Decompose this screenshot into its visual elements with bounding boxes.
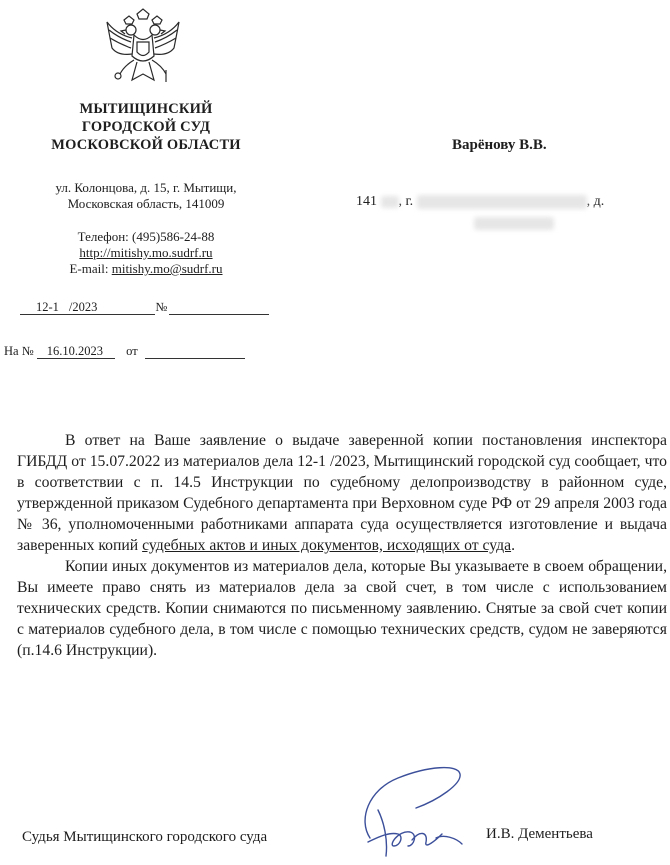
court-address bbox=[20, 180, 272, 212]
signer-name: И.В. Дементьева bbox=[486, 826, 593, 842]
court-email-label: E-mail: bbox=[69, 261, 112, 276]
court-name-line-1: МЫТИЩИНСКИЙ bbox=[79, 101, 213, 117]
coat-of-arms-emblem bbox=[104, 8, 182, 94]
reply-from-word: от bbox=[126, 344, 138, 358]
court-contacts bbox=[20, 229, 272, 277]
court-name-line-2: ГОРОДСКОЙ СУД bbox=[81, 119, 211, 135]
redacted-area bbox=[417, 195, 587, 209]
court-address-line-1: ул. Колонцова, д. 15, г. Мытищи, bbox=[55, 180, 237, 195]
outgoing-date: 12-1 bbox=[36, 300, 59, 314]
underlined-phrase: судебных актов и иных документов, исходящих от суда bbox=[142, 537, 512, 554]
redacted-area bbox=[474, 217, 554, 230]
recipient-name: Варёнову В.В. bbox=[452, 137, 547, 153]
court-name bbox=[20, 100, 272, 154]
letter-paragraph-1: В ответ на Ваше заявление о выдаче заверенной копии постановления инспектора ГИБДД от 15.07.2022 из материалов дела 12-1 /2023, Мытищинский городской суд сообщает, что в соответствии с п. 14.5 Инструкции по судебному делопроизводству в районном суде, утвержденной приказом Судебного департамента при Верховном суде РФ от 29 апреля 2003 года № 36, уполномоченными работниками аппарата суда осуществляется изготовление и выдача заверенных копий судебных актов и иных документов, исходящих от суда. bbox=[17, 432, 667, 554]
letter-body bbox=[17, 430, 667, 661]
letter-paragraph-2: Копии иных документов из материалов дела, которые Вы указываете в своем обращении, Вы имеете право снять из материалов дела за свой счет, в том числе с использованием технических средств. Копии снимаются по письменному заявлению. Снятые за свой счет копии с материалов судебного дела, в том числе с помощью технических средств, судом не заверяются (п.14.6 Инструкции). bbox=[17, 558, 667, 659]
outgoing-year: /2023 bbox=[68, 300, 98, 314]
recipient-address-city: , г. bbox=[398, 194, 414, 209]
recipient-address-house: , д. bbox=[586, 194, 605, 209]
court-email-link[interactable]: mitishy.mo@sudrf.ru bbox=[111, 261, 223, 276]
court-phone: Телефон: (495)586-24-88 bbox=[77, 229, 215, 244]
reply-date: 16.10.2023 bbox=[46, 344, 104, 358]
reply-registration bbox=[4, 344, 245, 359]
court-website-link[interactable]: http://mitishy.mo.sudrf.ru bbox=[79, 245, 213, 260]
outgoing-number-sign: № bbox=[155, 300, 168, 314]
outgoing-registration bbox=[20, 300, 269, 315]
reply-prefix: На № bbox=[4, 344, 34, 358]
court-email-row bbox=[20, 261, 272, 277]
recipient-address-start: 141 bbox=[356, 194, 377, 209]
recipient-address bbox=[356, 191, 666, 235]
redacted-area bbox=[381, 196, 399, 208]
handwritten-signature bbox=[328, 760, 498, 860]
court-name-line-3: МОСКОВСКОЙ ОБЛАСТИ bbox=[51, 137, 241, 153]
signer-position: Судья Мытищинского городского суда bbox=[22, 829, 268, 845]
court-address-line-2: Московская область, 141009 bbox=[67, 196, 225, 211]
